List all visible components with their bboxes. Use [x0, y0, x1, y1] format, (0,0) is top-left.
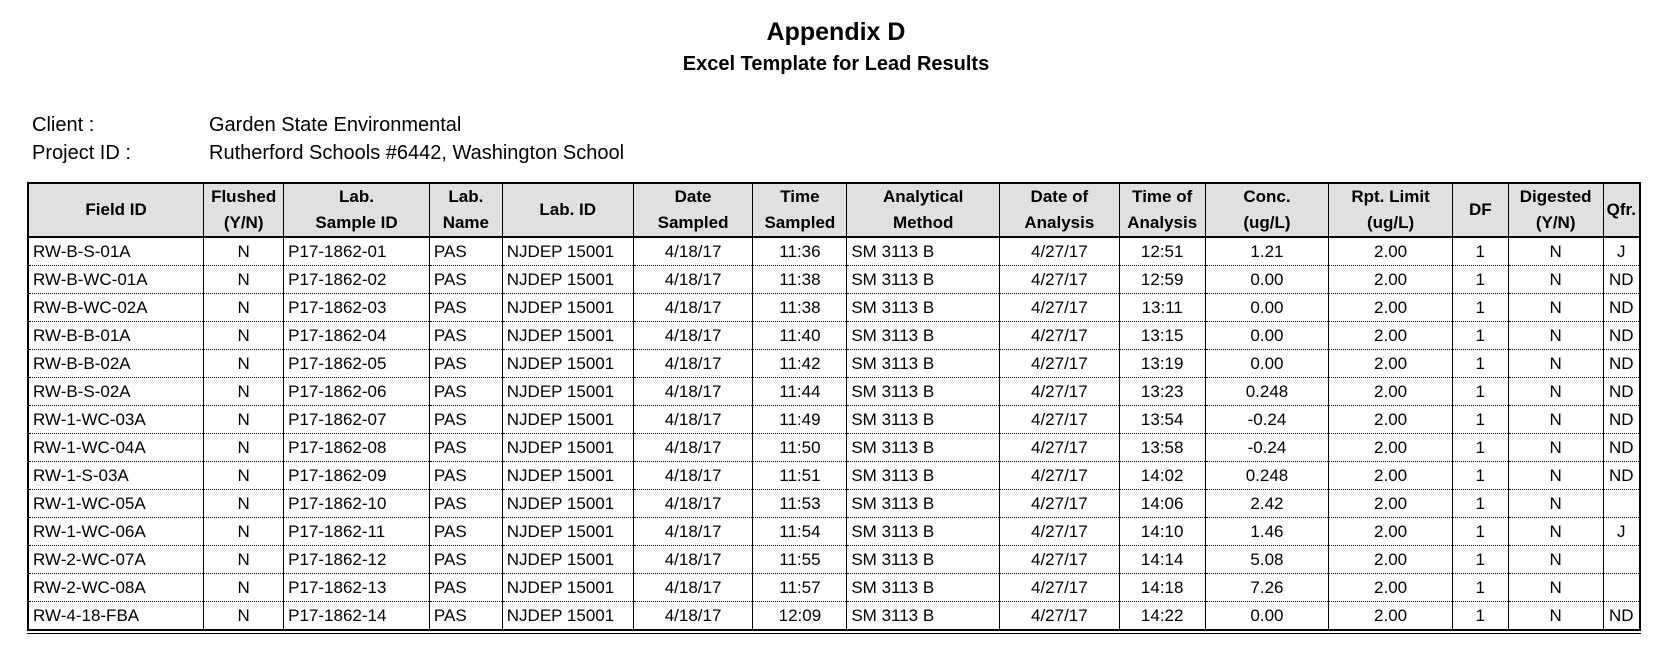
table-row — [28, 434, 1640, 462]
cell-date-of-analysis: 4/27/17 — [999, 406, 1119, 434]
cell-lab-name: PAS — [429, 322, 502, 350]
cell-lab-sample-id: P17-1862-09 — [284, 462, 430, 490]
cell-lab-sample-id: P17-1862-12 — [284, 546, 430, 574]
column-header-line: Date — [674, 187, 712, 206]
cell-date-sampled: 4/18/17 — [633, 490, 753, 518]
cell-df: 1 — [1452, 546, 1508, 574]
cell-time-of-analysis: 14:06 — [1119, 490, 1205, 518]
cell-date-of-analysis: 4/27/17 — [999, 462, 1119, 490]
cell-time-sampled: 11:54 — [753, 518, 847, 546]
column-header-date-of-analysis — [999, 183, 1119, 237]
cell-conc: 1.46 — [1205, 518, 1329, 546]
cell-analytical-method: SM 3113 B — [847, 602, 1000, 631]
document-subtitle: Excel Template for Lead Results — [682, 53, 990, 75]
column-header-line: Flushed — [211, 187, 277, 206]
cell-lab-id: NJDEP 15001 — [502, 406, 633, 434]
cell-field-id: RW-B-S-01A — [28, 237, 204, 266]
cell-analytical-method: SM 3113 B — [847, 266, 1000, 294]
cell-df: 1 — [1452, 574, 1508, 602]
cell-lab-name: PAS — [429, 462, 502, 490]
cell-field-id: RW-1-WC-06A — [28, 518, 204, 546]
column-header-flushed — [204, 183, 284, 237]
cell-lab-id: NJDEP 15001 — [502, 237, 633, 266]
cell-df: 1 — [1452, 406, 1508, 434]
table-row — [28, 322, 1640, 350]
table-row — [28, 294, 1640, 322]
cell-qfr: ND — [1603, 462, 1640, 490]
cell-analytical-method: SM 3113 B — [847, 237, 1000, 266]
cell-time-of-analysis: 14:22 — [1119, 602, 1205, 631]
cell-lab-id: NJDEP 15001 — [502, 266, 633, 294]
cell-date-sampled: 4/18/17 — [633, 574, 753, 602]
cell-conc: 0.00 — [1205, 602, 1329, 631]
column-header-line: (ug/L) — [1243, 213, 1291, 232]
cell-lab-id: NJDEP 15001 — [502, 602, 633, 631]
cell-df: 1 — [1452, 322, 1508, 350]
cell-df: 1 — [1452, 434, 1508, 462]
cell-digested: N — [1508, 378, 1603, 406]
cell-df: 1 — [1452, 350, 1508, 378]
cell-flushed: N — [204, 266, 284, 294]
cell-lab-sample-id: P17-1862-08 — [284, 434, 430, 462]
cell-time-sampled: 11:55 — [753, 546, 847, 574]
column-header-lab-id — [502, 183, 633, 237]
cell-time-sampled: 11:36 — [753, 237, 847, 266]
cell-date-of-analysis: 4/27/17 — [999, 294, 1119, 322]
cell-digested: N — [1508, 574, 1603, 602]
cell-field-id: RW-B-B-02A — [28, 350, 204, 378]
column-header-df — [1452, 183, 1508, 237]
table-row — [28, 378, 1640, 406]
cell-flushed: N — [204, 546, 284, 574]
column-header-conc — [1205, 183, 1329, 237]
cell-time-sampled: 11:42 — [753, 350, 847, 378]
cell-lab-sample-id: P17-1862-01 — [284, 237, 430, 266]
cell-time-sampled: 11:49 — [753, 406, 847, 434]
column-header-line: (ug/L) — [1366, 213, 1415, 232]
cell-rpt-limit: 2.00 — [1329, 546, 1453, 574]
cell-conc: 0.00 — [1205, 322, 1329, 350]
cell-conc: 2.42 — [1205, 490, 1329, 518]
cell-lab-id: NJDEP 15001 — [502, 518, 633, 546]
cell-time-of-analysis: 13:58 — [1119, 434, 1205, 462]
cell-time-of-analysis: 12:51 — [1119, 237, 1205, 266]
bottom-rule — [27, 633, 1641, 634]
column-header-line: DF — [1468, 200, 1492, 219]
column-header-line: Analysis — [1024, 213, 1095, 232]
cell-qfr: ND — [1603, 434, 1640, 462]
cell-lab-id: NJDEP 15001 — [502, 322, 633, 350]
column-header-line: Conc. — [1243, 187, 1291, 206]
cell-date-sampled: 4/18/17 — [633, 406, 753, 434]
cell-df: 1 — [1452, 602, 1508, 631]
cell-time-sampled: 11:50 — [753, 434, 847, 462]
cell-lab-id: NJDEP 15001 — [502, 574, 633, 602]
cell-qfr: ND — [1603, 378, 1640, 406]
cell-lab-name: PAS — [429, 518, 502, 546]
cell-rpt-limit: 2.00 — [1329, 266, 1453, 294]
table-row — [28, 462, 1640, 490]
cell-date-of-analysis: 4/27/17 — [999, 378, 1119, 406]
column-header-rpt-limit — [1329, 183, 1453, 237]
cell-qfr: J — [1603, 237, 1640, 266]
cell-lab-sample-id: P17-1862-10 — [284, 490, 430, 518]
cell-time-of-analysis: 14:18 — [1119, 574, 1205, 602]
project-id-value: Rutherford Schools #6442, Washington School — [209, 142, 625, 164]
cell-flushed: N — [204, 378, 284, 406]
column-header-line: Analytical — [883, 187, 964, 206]
table-row — [28, 602, 1640, 631]
cell-digested: N — [1508, 266, 1603, 294]
cell-lab-sample-id: P17-1862-14 — [284, 602, 430, 631]
column-header-line: Rpt. Limit — [1351, 187, 1430, 206]
cell-date-sampled: 4/18/17 — [633, 378, 753, 406]
cell-lab-name: PAS — [429, 266, 502, 294]
cell-analytical-method: SM 3113 B — [847, 462, 1000, 490]
cell-analytical-method: SM 3113 B — [847, 490, 1000, 518]
cell-time-of-analysis: 14:02 — [1119, 462, 1205, 490]
cell-analytical-method: SM 3113 B — [847, 518, 1000, 546]
project-id-label: Project ID : — [32, 142, 131, 164]
cell-flushed: N — [204, 574, 284, 602]
table-body — [28, 237, 1640, 630]
cell-lab-name: PAS — [429, 350, 502, 378]
cell-field-id: RW-1-S-03A — [28, 462, 204, 490]
cell-field-id: RW-4-18-FBA — [28, 602, 204, 631]
lead-results-table — [27, 182, 1641, 631]
cell-lab-id: NJDEP 15001 — [502, 434, 633, 462]
cell-rpt-limit: 2.00 — [1329, 462, 1453, 490]
cell-field-id: RW-B-S-02A — [28, 378, 204, 406]
cell-rpt-limit: 2.00 — [1329, 602, 1453, 631]
cell-qfr: ND — [1603, 266, 1640, 294]
cell-lab-sample-id: P17-1862-11 — [284, 518, 430, 546]
cell-analytical-method: SM 3113 B — [847, 322, 1000, 350]
column-header-line: Sample ID — [315, 213, 398, 232]
column-header-line: Lab. ID — [539, 200, 597, 219]
cell-date-of-analysis: 4/27/17 — [999, 546, 1119, 574]
column-header-line: Field ID — [85, 200, 147, 219]
cell-rpt-limit: 2.00 — [1329, 490, 1453, 518]
cell-time-of-analysis: 14:10 — [1119, 518, 1205, 546]
cell-df: 1 — [1452, 462, 1508, 490]
cell-rpt-limit: 2.00 — [1329, 378, 1453, 406]
column-header-line: Digested — [1519, 187, 1592, 206]
cell-digested: N — [1508, 350, 1603, 378]
cell-qfr: ND — [1603, 294, 1640, 322]
cell-lab-id: NJDEP 15001 — [502, 350, 633, 378]
cell-lab-name: PAS — [429, 237, 502, 266]
cell-date-sampled: 4/18/17 — [633, 322, 753, 350]
cell-qfr — [1603, 574, 1640, 602]
cell-time-sampled: 11:38 — [753, 294, 847, 322]
cell-time-sampled: 11:38 — [753, 266, 847, 294]
cell-date-sampled: 4/18/17 — [633, 518, 753, 546]
cell-digested: N — [1508, 490, 1603, 518]
cell-lab-sample-id: P17-1862-02 — [284, 266, 430, 294]
cell-flushed: N — [204, 490, 284, 518]
cell-lab-name: PAS — [429, 546, 502, 574]
cell-field-id: RW-B-WC-01A — [28, 266, 204, 294]
cell-flushed: N — [204, 518, 284, 546]
cell-rpt-limit: 2.00 — [1329, 434, 1453, 462]
column-header-qfr — [1603, 183, 1640, 237]
cell-conc: 0.00 — [1205, 266, 1329, 294]
cell-lab-id: NJDEP 15001 — [502, 546, 633, 574]
table-row — [28, 490, 1640, 518]
cell-lab-name: PAS — [429, 378, 502, 406]
cell-date-sampled: 4/18/17 — [633, 602, 753, 631]
cell-date-of-analysis: 4/27/17 — [999, 602, 1119, 631]
cell-df: 1 — [1452, 490, 1508, 518]
cell-conc: 0.248 — [1205, 378, 1329, 406]
cell-conc: 0.00 — [1205, 350, 1329, 378]
cell-flushed: N — [204, 406, 284, 434]
cell-time-of-analysis: 14:14 — [1119, 546, 1205, 574]
cell-field-id: RW-1-WC-03A — [28, 406, 204, 434]
cell-lab-id: NJDEP 15001 — [502, 462, 633, 490]
cell-time-of-analysis: 13:15 — [1119, 322, 1205, 350]
column-header-line: Sampled — [764, 213, 836, 232]
cell-lab-sample-id: P17-1862-03 — [284, 294, 430, 322]
cell-digested: N — [1508, 518, 1603, 546]
cell-flushed: N — [204, 294, 284, 322]
cell-rpt-limit: 2.00 — [1329, 322, 1453, 350]
cell-lab-sample-id: P17-1862-05 — [284, 350, 430, 378]
cell-rpt-limit: 2.00 — [1329, 518, 1453, 546]
cell-analytical-method: SM 3113 B — [847, 350, 1000, 378]
cell-qfr — [1603, 490, 1640, 518]
cell-df: 1 — [1452, 266, 1508, 294]
cell-lab-sample-id: P17-1862-13 — [284, 574, 430, 602]
cell-field-id: RW-1-WC-05A — [28, 490, 204, 518]
cell-date-sampled: 4/18/17 — [633, 462, 753, 490]
cell-conc: 7.26 — [1205, 574, 1329, 602]
column-header-line: (Y/N) — [1535, 213, 1576, 232]
cell-flushed: N — [204, 434, 284, 462]
cell-lab-sample-id: P17-1862-06 — [284, 378, 430, 406]
cell-date-of-analysis: 4/27/17 — [999, 322, 1119, 350]
cell-analytical-method: SM 3113 B — [847, 546, 1000, 574]
column-header-line: Lab. — [339, 187, 374, 206]
cell-qfr: ND — [1603, 406, 1640, 434]
cell-qfr: ND — [1603, 602, 1640, 631]
cell-field-id: RW-2-WC-07A — [28, 546, 204, 574]
cell-date-of-analysis: 4/27/17 — [999, 490, 1119, 518]
cell-date-of-analysis: 4/27/17 — [999, 350, 1119, 378]
cell-date-of-analysis: 4/27/17 — [999, 574, 1119, 602]
column-header-line: Time of — [1132, 187, 1193, 206]
cell-flushed: N — [204, 602, 284, 631]
cell-time-sampled: 11:44 — [753, 378, 847, 406]
cell-time-sampled: 11:51 — [753, 462, 847, 490]
cell-date-sampled: 4/18/17 — [633, 350, 753, 378]
cell-df: 1 — [1452, 518, 1508, 546]
cell-conc: -0.24 — [1205, 434, 1329, 462]
cell-lab-name: PAS — [429, 574, 502, 602]
column-header-line: Method — [892, 213, 954, 232]
cell-field-id: RW-1-WC-04A — [28, 434, 204, 462]
cell-analytical-method: SM 3113 B — [847, 434, 1000, 462]
cell-conc: -0.24 — [1205, 406, 1329, 434]
table-row — [28, 574, 1640, 602]
cell-rpt-limit: 2.00 — [1329, 294, 1453, 322]
column-header-lab-name — [429, 183, 502, 237]
table-row — [28, 546, 1640, 574]
cell-digested: N — [1508, 434, 1603, 462]
cell-qfr — [1603, 546, 1640, 574]
cell-digested: N — [1508, 294, 1603, 322]
cell-conc: 1.21 — [1205, 237, 1329, 266]
column-header-time-of-analysis — [1119, 183, 1205, 237]
column-header-line: Name — [442, 213, 489, 232]
cell-date-sampled: 4/18/17 — [633, 434, 753, 462]
column-header-line: Analysis — [1127, 213, 1198, 232]
column-header-lab-sample-id — [284, 183, 430, 237]
cell-df: 1 — [1452, 237, 1508, 266]
column-header-date-sampled — [633, 183, 753, 237]
cell-time-of-analysis: 13:54 — [1119, 406, 1205, 434]
client-value: Garden State Environmental — [209, 114, 462, 136]
cell-qfr: J — [1603, 518, 1640, 546]
cell-field-id: RW-B-WC-02A — [28, 294, 204, 322]
client-label: Client : — [32, 114, 95, 136]
cell-rpt-limit: 2.00 — [1329, 574, 1453, 602]
cell-date-sampled: 4/18/17 — [633, 266, 753, 294]
cell-digested: N — [1508, 462, 1603, 490]
cell-lab-id: NJDEP 15001 — [502, 294, 633, 322]
cell-date-sampled: 4/18/17 — [633, 294, 753, 322]
table-row — [28, 237, 1640, 266]
cell-df: 1 — [1452, 294, 1508, 322]
column-header-line: Lab. — [448, 187, 484, 206]
cell-analytical-method: SM 3113 B — [847, 406, 1000, 434]
cell-time-sampled: 11:53 — [753, 490, 847, 518]
cell-time-of-analysis: 12:59 — [1119, 266, 1205, 294]
cell-analytical-method: SM 3113 B — [847, 378, 1000, 406]
column-header-field-id — [28, 183, 204, 237]
column-header-analytical-method — [847, 183, 1000, 237]
table-row — [28, 406, 1640, 434]
cell-qfr: ND — [1603, 350, 1640, 378]
cell-lab-name: PAS — [429, 434, 502, 462]
cell-date-of-analysis: 4/27/17 — [999, 518, 1119, 546]
table-header-row — [28, 183, 1640, 237]
document-title: Appendix D — [766, 18, 906, 46]
column-header-line: Sampled — [657, 213, 729, 232]
table-row — [28, 266, 1640, 294]
cell-time-sampled: 11:57 — [753, 574, 847, 602]
cell-df: 1 — [1452, 378, 1508, 406]
cell-date-of-analysis: 4/27/17 — [999, 434, 1119, 462]
cell-digested: N — [1508, 602, 1603, 631]
cell-lab-name: PAS — [429, 294, 502, 322]
cell-date-sampled: 4/18/17 — [633, 546, 753, 574]
cell-time-of-analysis: 13:23 — [1119, 378, 1205, 406]
cell-flushed: N — [204, 322, 284, 350]
table-row — [28, 350, 1640, 378]
cell-lab-name: PAS — [429, 490, 502, 518]
cell-date-of-analysis: 4/27/17 — [999, 237, 1119, 266]
column-header-line: Time — [780, 187, 820, 206]
column-header-line: Date of — [1030, 187, 1089, 206]
cell-flushed: N — [204, 237, 284, 266]
cell-time-of-analysis: 13:19 — [1119, 350, 1205, 378]
cell-time-sampled: 11:40 — [753, 322, 847, 350]
cell-digested: N — [1508, 322, 1603, 350]
column-header-line: (Y/N) — [223, 213, 264, 232]
cell-rpt-limit: 2.00 — [1329, 406, 1453, 434]
cell-flushed: N — [204, 350, 284, 378]
cell-digested: N — [1508, 546, 1603, 574]
column-header-line: Qfr. — [1606, 200, 1636, 219]
cell-date-sampled: 4/18/17 — [633, 237, 753, 266]
column-header-time-sampled — [753, 183, 847, 237]
cell-lab-id: NJDEP 15001 — [502, 378, 633, 406]
cell-lab-id: NJDEP 15001 — [502, 490, 633, 518]
cell-time-sampled: 12:09 — [753, 602, 847, 631]
cell-flushed: N — [204, 462, 284, 490]
cell-conc: 5.08 — [1205, 546, 1329, 574]
cell-lab-name: PAS — [429, 406, 502, 434]
cell-digested: N — [1508, 406, 1603, 434]
cell-lab-sample-id: P17-1862-07 — [284, 406, 430, 434]
cell-date-of-analysis: 4/27/17 — [999, 266, 1119, 294]
cell-rpt-limit: 2.00 — [1329, 350, 1453, 378]
cell-digested: N — [1508, 237, 1603, 266]
cell-conc: 0.248 — [1205, 462, 1329, 490]
cell-analytical-method: SM 3113 B — [847, 294, 1000, 322]
cell-lab-name: PAS — [429, 602, 502, 631]
cell-time-of-analysis: 13:11 — [1119, 294, 1205, 322]
cell-field-id: RW-B-B-01A — [28, 322, 204, 350]
column-header-digested — [1508, 183, 1603, 237]
cell-lab-sample-id: P17-1862-04 — [284, 322, 430, 350]
cell-analytical-method: SM 3113 B — [847, 574, 1000, 602]
table-row — [28, 518, 1640, 546]
cell-conc: 0.00 — [1205, 294, 1329, 322]
cell-qfr: ND — [1603, 322, 1640, 350]
cell-field-id: RW-2-WC-08A — [28, 574, 204, 602]
cell-rpt-limit: 2.00 — [1329, 237, 1453, 266]
